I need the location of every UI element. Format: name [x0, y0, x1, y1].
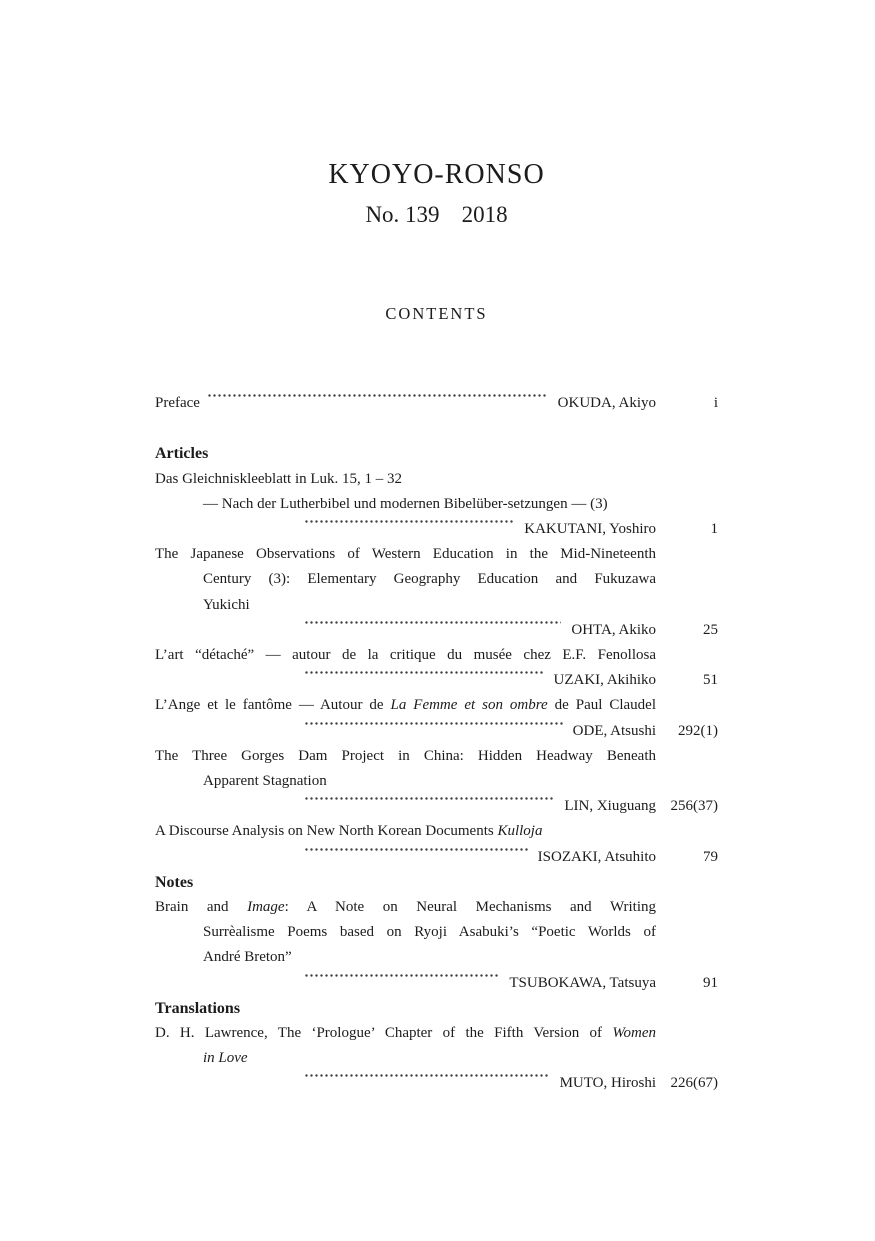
toc-section — [155, 870, 718, 996]
title-line — [155, 895, 656, 920]
title-text: L’Ange et le fantôme — Autour de — [155, 697, 391, 714]
title-text: D. H. Lawrence, The ‘Prologue’ Chapter of the Fifth Version of — [155, 1025, 613, 1042]
preface-author: OKUDA, Akiyo — [557, 395, 656, 411]
author-row — [155, 668, 718, 693]
entry-title — [155, 744, 656, 794]
entry-author: TSUBOKAWA, Tatsuya — [509, 974, 656, 991]
issue-number: No. 139 — [365, 202, 440, 227]
title-text: La Femme et son ombre — [390, 697, 548, 714]
author-row — [155, 1071, 718, 1096]
issue-year: 2018 — [461, 202, 508, 227]
section-heading: Notes — [155, 873, 194, 891]
title-line — [155, 542, 656, 567]
title-line — [155, 769, 656, 794]
title-line — [155, 693, 656, 718]
entry-author: ODE, Atsushi — [572, 722, 656, 739]
toc-entry — [155, 693, 718, 743]
entry-author: UZAKI, Akihiko — [553, 672, 656, 689]
title-line — [155, 920, 656, 945]
entry-page-number: 91 — [703, 974, 718, 991]
title-text: Das Gleichniskleeblatt in Luk. 15, 1 – 32 — [155, 470, 403, 487]
title-text: L’art “détaché” — autour de la critique du musée chez E.F. Fenollosa — [155, 647, 656, 664]
entry-author: KAKUTANI, Yoshiro — [524, 521, 656, 537]
title-text: de Paul Claudel — [547, 697, 656, 714]
entry-title — [155, 542, 656, 618]
entry-title — [155, 1021, 656, 1071]
table-of-contents — [155, 391, 718, 1097]
author-row — [155, 794, 718, 819]
title-line — [155, 819, 656, 844]
toc-section — [155, 441, 718, 869]
entry-author: MUTO, Hiroshi — [559, 1075, 656, 1092]
entry-page-number: 226(67) — [670, 1075, 718, 1092]
title-text: André Breton” — [203, 949, 292, 966]
page-content — [155, 0, 718, 1097]
preface-page-number: i — [713, 395, 718, 411]
entry-author: LIN, Xiuguang — [564, 798, 656, 815]
contents-heading: CONTENTS — [385, 304, 488, 323]
title-text: Apparent Stagnation — [203, 773, 327, 790]
title-text: Kulloja — [497, 823, 543, 840]
title-line — [155, 1021, 656, 1046]
entry-title — [155, 693, 656, 718]
title-text: Yukichi — [203, 596, 250, 613]
entry-title — [155, 895, 656, 971]
author-row — [155, 618, 718, 643]
toc-entry — [155, 643, 718, 693]
toc-entry — [155, 542, 718, 643]
title-text: The Three Gorges Dam Project in China: Hidden Headway Beneath — [155, 747, 656, 764]
toc-entry — [155, 895, 718, 996]
preface-row — [155, 391, 718, 416]
title-text: Image — [247, 899, 285, 916]
entry-page-number: 292(1) — [678, 722, 718, 739]
title-line — [155, 744, 656, 769]
masthead — [155, 0, 718, 325]
entry-page-number: 51 — [703, 672, 718, 689]
entry-title — [155, 819, 656, 844]
section-heading: Articles — [155, 445, 209, 463]
title-text: The Japanese Observations of Western Education in the Mid-Nineteenth — [155, 546, 656, 563]
title-text: — Nach der Lutherbibel und modernen Bibelüber-setzungen — (3) — [203, 495, 608, 512]
entry-author: ISOZAKI, Atsuhito — [537, 848, 656, 865]
title-text: in Love — [203, 1050, 248, 1067]
toc-sections — [155, 441, 718, 1096]
toc-entry — [155, 819, 718, 869]
title-line — [155, 567, 656, 592]
title-text: A Discourse Analysis on New North Korean Documents — [155, 823, 498, 840]
title-line — [155, 643, 656, 668]
title-line — [155, 945, 656, 970]
entry-page-number: 256(37) — [670, 798, 718, 815]
title-text: Century (3): Elementary Geography Education and Fukuzawa — [203, 571, 656, 588]
title-line — [155, 593, 656, 618]
author-row — [155, 971, 718, 996]
toc-entry — [155, 1021, 718, 1097]
entry-page-number: 25 — [703, 621, 718, 638]
title-text: : A Note on Neural Mechanisms and Writing — [284, 899, 657, 916]
toc-section — [155, 996, 718, 1097]
title-text: Brain and — [155, 899, 248, 916]
author-row — [155, 517, 718, 542]
entry-title — [155, 467, 656, 517]
entry-title — [155, 643, 656, 668]
issue-line — [155, 201, 718, 229]
author-row — [155, 845, 718, 870]
title-line — [155, 1046, 656, 1071]
entry-page-number: 79 — [703, 848, 718, 865]
journal-title: KYOYO-RONSO — [328, 159, 545, 190]
title-line — [155, 467, 656, 492]
toc-entry — [155, 744, 718, 820]
toc-entry — [155, 467, 718, 543]
author-row — [155, 719, 718, 744]
title-text: Surrèalisme Poems based on Ryoji Asabuki’s “Poetic Worlds of — [203, 924, 656, 941]
entry-author: OHTA, Akiko — [571, 621, 656, 638]
entry-page-number: 1 — [710, 521, 718, 537]
title-text: Women — [612, 1025, 656, 1042]
preface-label: Preface — [155, 395, 200, 411]
title-line — [155, 492, 656, 517]
section-heading: Translations — [155, 999, 241, 1017]
